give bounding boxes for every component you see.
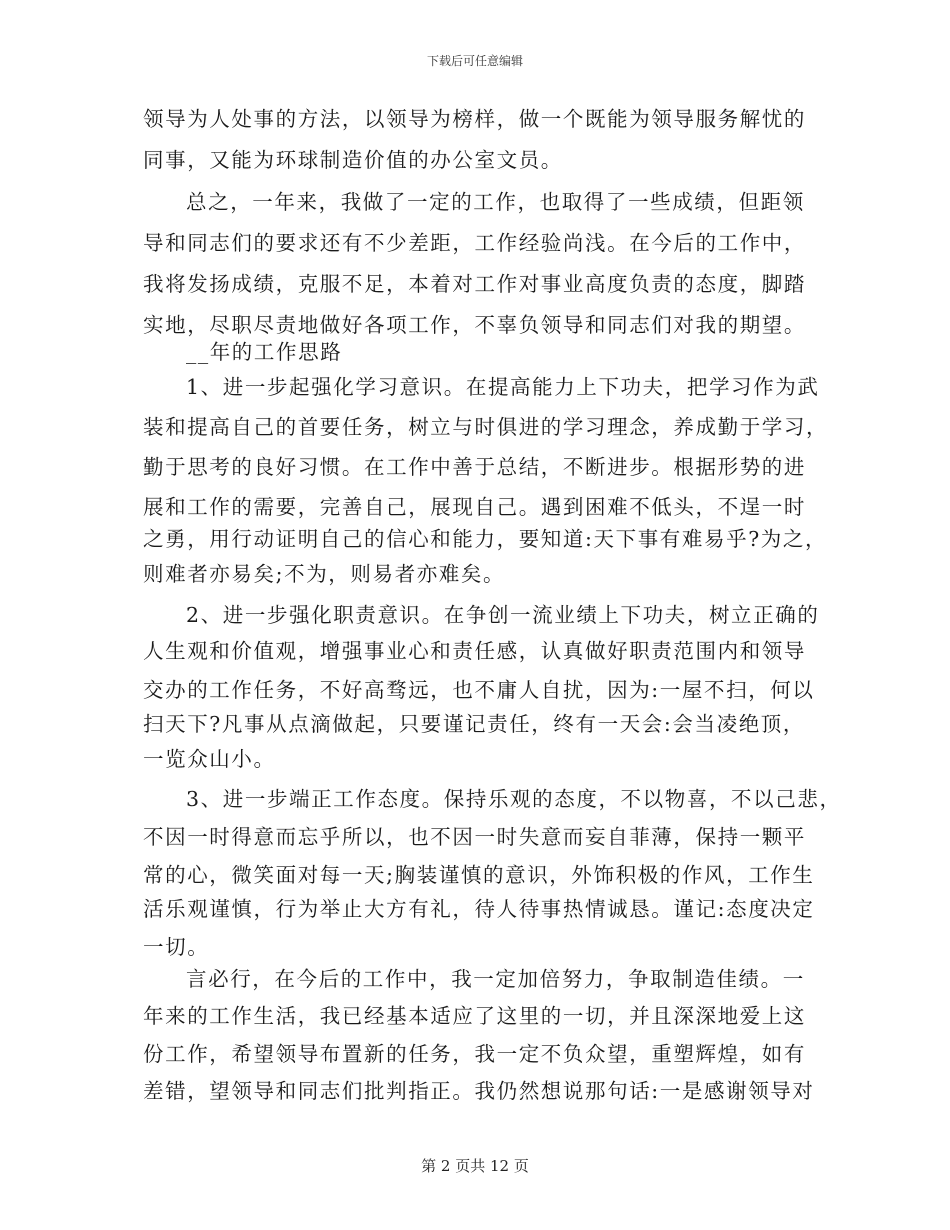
page-number: 第 2 页共 12 页 <box>421 1157 529 1175</box>
text-line: 领导为人处事的方法，以领导为榜样，做一个既能为领导服务解忧的 <box>143 107 806 131</box>
text-line: 份工作，希望领导布置新的任务，我一定不负众望，重塑辉煌，如有 <box>143 1042 806 1066</box>
text-line: 2、进一步强化职责意识。在争创一流业绩上下功夫，树立正确的 <box>186 603 820 627</box>
text-line: 一览众山小。 <box>143 747 276 771</box>
text-line: 之勇，用行动证明自己的信心和能力，要知道:天下事有难易乎?为之， <box>143 527 828 551</box>
text-line: 导和同志们的要求还有不少差距，工作经验尚浅。在今后的工作中， <box>143 231 806 255</box>
text-line: 扫天下?凡事从点滴做起，只要谨记责任，终有一天会:会当凌绝顶， <box>143 712 805 736</box>
text-line: 3、进一步端正工作态度。保持乐观的态度，不以物喜，不以己悲， <box>186 787 842 811</box>
section-heading: __年的工作思路 <box>186 340 343 364</box>
text-line: 不因一时得意而忘乎所以，也不因一时失意而妄自菲薄，保持一颗平 <box>143 825 806 849</box>
text-line: 我将发扬成绩，克服不足，本着对工作对事业高度负责的态度，脚踏 <box>143 272 806 296</box>
page-header: 下载后可任意编辑 <box>426 54 523 68</box>
text-line: 总之，一年来，我做了一定的工作，也取得了一些成绩，但距领 <box>186 190 805 214</box>
text-line: 同事，又能为环球制造价值的办公室文员。 <box>143 148 563 172</box>
text-line: 年来的工作生活，我已经基本适应了这里的一切，并且深深地爱上这 <box>143 1004 806 1028</box>
text-line: 交办的工作任务，不好高骛远，也不庸人自扰，因为:一屋不扫，何以 <box>143 678 815 702</box>
text-line: 言必行，在今后的工作中，我一定加倍努力，争取制造佳绩。一 <box>186 967 805 991</box>
text-line: 人生观和价值观，增强事业心和责任感，认真做好职责范围内和领导 <box>143 639 806 663</box>
text-line: 勤于思考的良好习惯。在工作中善于总结，不断进步。根据形势的进 <box>143 455 806 479</box>
text-line: 装和提高自己的首要任务，树立与时俱进的学习理念，养成勤于学习， <box>143 415 829 439</box>
text-line: 实地，尽职尽责地做好各项工作，不辜负领导和同志们对我的期望。 <box>143 313 806 337</box>
text-line: 一切。 <box>143 935 210 959</box>
text-line: 展和工作的需要，完善自己，展现自己。遇到困难不低头，不逞一时 <box>143 495 806 519</box>
text-line: 1、进一步起强化学习意识。在提高能力上下功夫，把学习作为武 <box>186 375 820 399</box>
text-line: 则难者亦易矣;不为，则易者亦难矣。 <box>143 562 506 586</box>
text-line: 常的心，微笑面对每一天;胸装谨慎的意识，外饰积极的作风，工作生 <box>143 863 815 887</box>
text-line: 差错，望领导和同志们批判指正。我仍然想说那句话:一是感谢领导对 <box>143 1079 815 1103</box>
text-line: 活乐观谨慎，行为举止大方有礼，待人待事热情诚恳。谨记:态度决定 <box>143 897 815 921</box>
